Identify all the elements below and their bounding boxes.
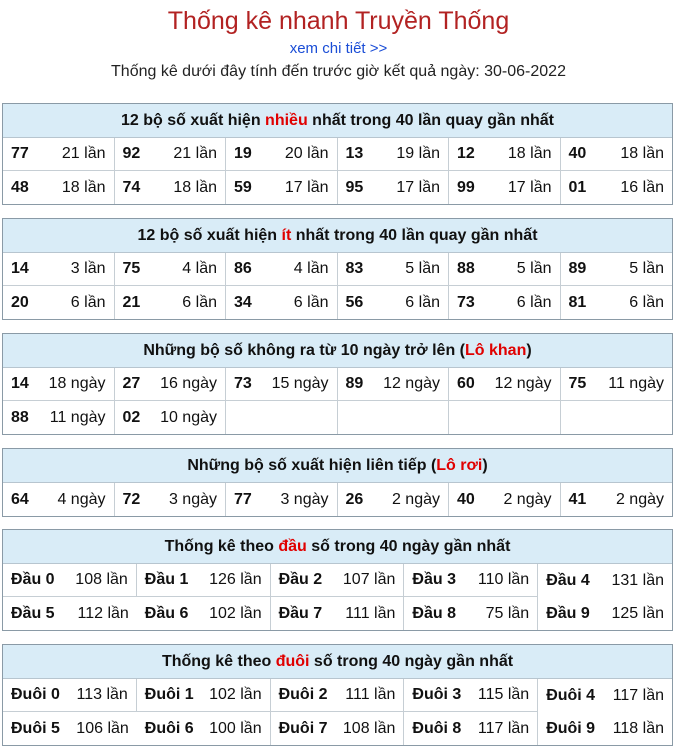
- stat-value: 2 ngày: [503, 490, 552, 508]
- stat-key: 74: [122, 178, 141, 196]
- stat-value: 75 lần: [485, 604, 530, 622]
- stat-value: 110 lần: [477, 571, 530, 588]
- stat-cell: [561, 253, 673, 286]
- stat-key: Đầu 9: [546, 604, 590, 622]
- stats-section: [2, 644, 673, 746]
- stat-value: 2 ngày: [391, 490, 440, 508]
- section-title-highlight: Lô rơi: [436, 457, 483, 474]
- stat-cell: [449, 253, 561, 286]
- stat-cell: [226, 401, 338, 434]
- stat-value: 112 lần: [77, 604, 129, 622]
- stat-key: 14: [11, 375, 29, 392]
- stats-section: [2, 448, 673, 517]
- stat-key: 88: [457, 260, 475, 277]
- stat-key: 89: [568, 260, 587, 277]
- stat-key: 40: [568, 145, 587, 162]
- stat-value: 21 lần: [61, 145, 106, 162]
- stat-key: 99: [457, 178, 475, 196]
- stats-grid: [3, 253, 672, 319]
- stat-cell: [115, 401, 227, 434]
- stat-cell: [3, 138, 115, 171]
- stat-key: 40: [457, 490, 475, 508]
- stat-key: Đuôi 8: [412, 719, 462, 737]
- section-title: [3, 449, 672, 483]
- stat-value: 6 lần: [70, 293, 106, 311]
- stat-value: 5 lần: [516, 260, 552, 277]
- stats-grid: [3, 564, 672, 630]
- stat-value: 3 ngày: [168, 490, 217, 508]
- section-title-text: nhất trong 40 lần quay gần nhất: [291, 227, 538, 244]
- stat-value: 111 lần: [345, 686, 396, 703]
- stat-key: 89: [345, 375, 364, 392]
- stat-value: 18 lần: [620, 145, 664, 162]
- stats-grid: [3, 368, 672, 434]
- stat-cell: [115, 483, 227, 516]
- section-title: [3, 334, 672, 368]
- stat-cell: [3, 564, 137, 597]
- stat-value: 16 lần: [620, 178, 664, 196]
- stat-cell: [226, 253, 338, 286]
- stat-cell: [561, 401, 673, 434]
- stat-key: 77: [234, 490, 252, 508]
- stat-cell: [538, 597, 672, 630]
- stat-key: 60: [457, 375, 475, 392]
- stat-value: 17 lần: [507, 178, 552, 196]
- section-title-text: ): [526, 342, 532, 359]
- section-title-text: Những bộ số không ra từ 10 ngày trở lên (: [143, 342, 465, 359]
- stat-cell: [226, 286, 338, 319]
- stat-cell: [538, 712, 672, 745]
- section-title-highlight: đầu: [278, 538, 307, 555]
- stat-key: Đầu 4: [546, 571, 590, 589]
- stat-value: 18 lần: [173, 178, 217, 196]
- stat-value: 118 lần: [612, 719, 664, 737]
- stat-key: 73: [234, 375, 252, 392]
- stat-cell: [404, 712, 538, 745]
- stat-key: 01: [568, 178, 587, 196]
- stat-key: Đầu 0: [11, 571, 55, 588]
- stat-cell: [271, 564, 405, 597]
- stat-key: 48: [11, 178, 29, 196]
- section-title: [3, 645, 672, 679]
- stat-value: 107 lần: [342, 571, 396, 588]
- stat-value: 18 lần: [61, 178, 106, 196]
- stat-value: 16 ngày: [160, 375, 217, 392]
- stat-cell: [3, 712, 137, 745]
- stat-cell: [338, 368, 450, 401]
- stat-value: 131 lần: [611, 571, 664, 589]
- stat-value: 10 ngày: [160, 408, 217, 426]
- stat-cell: [226, 368, 338, 401]
- stats-section: [2, 333, 673, 435]
- stat-cell: [561, 286, 673, 319]
- stat-value: 18 lần: [507, 145, 552, 162]
- stat-key: Đầu 6: [144, 604, 189, 622]
- stat-key: 20: [11, 293, 29, 311]
- stat-cell: [338, 401, 450, 434]
- stat-key: Đuôi 1: [144, 686, 194, 703]
- stat-key: Đuôi 7: [278, 719, 328, 737]
- stat-value: 6 lần: [405, 293, 440, 311]
- stat-cell: [449, 368, 561, 401]
- stat-cell: [271, 712, 405, 745]
- stat-value: 12 ngày: [494, 375, 552, 392]
- stat-cell: [271, 679, 405, 712]
- stat-value: 2 ngày: [615, 490, 664, 508]
- stat-cell: [3, 171, 115, 204]
- stat-value: 17 lần: [396, 178, 440, 196]
- stats-grid: [3, 138, 672, 204]
- stat-cell: [137, 679, 271, 712]
- page-title: Thống kê nhanh Truyền Thống: [167, 7, 510, 35]
- stat-key: Đuôi 6: [144, 719, 194, 737]
- stat-value: 4 ngày: [57, 490, 106, 508]
- stat-value: 6 lần: [293, 293, 329, 311]
- stat-cell: [3, 368, 115, 401]
- stat-cell: [338, 138, 450, 171]
- section-title-text: Những bộ số xuất hiện liên tiếp (: [187, 457, 437, 474]
- stat-key: Đầu 5: [11, 604, 55, 622]
- stat-value: 3 lần: [70, 260, 106, 277]
- stat-cell: [3, 401, 115, 434]
- stat-cell: [3, 679, 137, 712]
- stat-cell: [137, 597, 271, 630]
- stat-cell: [449, 286, 561, 319]
- stat-cell: [538, 679, 672, 712]
- stat-key: 12: [457, 145, 475, 162]
- stat-cell: [115, 286, 227, 319]
- stat-key: 59: [234, 178, 252, 196]
- stat-key: 19: [234, 145, 252, 162]
- stat-cell: [449, 171, 561, 204]
- stat-key: Đầu 3: [412, 571, 456, 588]
- page-header: [0, 0, 677, 82]
- stat-cell: [226, 171, 338, 204]
- stat-value: 15 ngày: [271, 375, 329, 392]
- stat-key: 56: [345, 293, 364, 311]
- stat-value: 21 lần: [173, 145, 217, 162]
- stat-cell: [338, 253, 450, 286]
- stat-value: 108 lần: [342, 719, 396, 737]
- stat-value: 125 lần: [611, 604, 664, 622]
- stat-key: 88: [11, 408, 29, 426]
- stat-value: 106 lần: [76, 719, 129, 737]
- stat-cell: [115, 138, 227, 171]
- stat-value: 12 ngày: [383, 375, 440, 392]
- section-title-text: số trong 40 ngày gần nhất: [306, 538, 511, 555]
- stat-cell: [404, 679, 538, 712]
- stat-cell: [226, 138, 338, 171]
- stat-cell: [561, 368, 673, 401]
- section-title-highlight: đuôi: [275, 653, 310, 670]
- stat-key: 02: [122, 408, 141, 426]
- stat-key: 41: [568, 490, 587, 508]
- stat-key: Đuôi 5: [11, 719, 60, 737]
- stat-key: 13: [345, 145, 364, 162]
- stats-section: [2, 103, 673, 205]
- stat-value: 117 lần: [612, 686, 664, 704]
- stat-value: 115 lần: [477, 686, 530, 703]
- stat-value: 111 lần: [345, 604, 396, 622]
- stat-key: 64: [11, 490, 29, 508]
- section-title: [3, 219, 672, 253]
- stat-value: 102 lần: [209, 686, 262, 703]
- stat-cell: [115, 253, 227, 286]
- stat-cell: [137, 564, 271, 597]
- stat-cell: [271, 597, 405, 630]
- section-title-text: số trong 40 ngày gần nhất: [309, 653, 514, 670]
- stat-cell: [115, 171, 227, 204]
- stat-key: 34: [234, 293, 252, 311]
- section-title-highlight: ít: [281, 227, 292, 244]
- stat-value: 102 lần: [209, 604, 262, 622]
- section-title-text: nhất trong 40 lần quay gần nhất: [307, 112, 554, 129]
- stat-key: 86: [234, 260, 252, 277]
- stat-key: Đuôi 3: [412, 686, 462, 703]
- section-title-text: 12 bộ số xuất hiện: [137, 227, 282, 244]
- stat-cell: [338, 286, 450, 319]
- stat-cell: [338, 483, 450, 516]
- stat-key: Đuôi 2: [278, 686, 328, 703]
- stat-key: 95: [345, 178, 364, 196]
- stat-key: 21: [122, 293, 141, 311]
- stat-key: Đầu 1: [144, 571, 189, 588]
- stat-cell: [561, 138, 673, 171]
- stat-value: 126 lần: [209, 571, 262, 588]
- stat-value: 19 lần: [396, 145, 440, 162]
- stat-cell: [449, 483, 561, 516]
- section-title-text: Thống kê theo: [164, 538, 279, 555]
- stat-key: Đầu 2: [278, 571, 323, 588]
- stat-key: 77: [11, 145, 29, 162]
- stat-key: Đuôi 4: [546, 686, 596, 704]
- stat-key: 75: [122, 260, 141, 277]
- stat-value: 11 ngày: [608, 375, 664, 392]
- stat-value: 108 lần: [75, 571, 128, 588]
- stat-key: 26: [345, 490, 364, 508]
- section-title-text: Thống kê theo: [161, 653, 276, 670]
- stat-value: 4 lần: [293, 260, 329, 277]
- stat-value: 113 lần: [76, 686, 128, 703]
- stat-value: 18 ngày: [48, 375, 106, 392]
- stat-key: Đuôi 0: [11, 686, 60, 703]
- stat-value: 100 lần: [209, 719, 262, 737]
- stat-cell: [3, 483, 115, 516]
- stat-cell: [3, 597, 137, 630]
- section-title: [3, 104, 672, 138]
- section-title-highlight: nhiều: [265, 112, 308, 129]
- stat-key: 75: [568, 375, 587, 392]
- section-title: [3, 530, 672, 564]
- section-title-text: 12 bộ số xuất hiện: [121, 112, 266, 129]
- stat-cell: [137, 712, 271, 745]
- section-title-highlight: Lô khan: [465, 342, 527, 359]
- stat-cell: [449, 401, 561, 434]
- stat-key: 81: [568, 293, 587, 311]
- stat-key: 72: [122, 490, 141, 508]
- stat-key: Đầu 8: [412, 604, 456, 622]
- stat-value: 20 lần: [284, 145, 329, 162]
- stat-cell: [115, 368, 227, 401]
- stats-grid: [3, 483, 672, 516]
- stat-cell: [3, 253, 115, 286]
- stat-value: 117 lần: [477, 719, 530, 737]
- stat-value: 6 lần: [629, 293, 664, 311]
- stats-section: [2, 218, 673, 320]
- stat-value: 4 lần: [182, 260, 217, 277]
- stat-cell: [561, 171, 673, 204]
- stat-key: Đuôi 9: [546, 719, 596, 737]
- stat-cell: [561, 483, 673, 516]
- stat-key: 73: [457, 293, 475, 311]
- stat-cell: [449, 138, 561, 171]
- page-subtitle: Thống kê dưới đây tính đến trước giờ kết quả ngày: 30-06-2022: [111, 63, 566, 80]
- stat-cell: [226, 483, 338, 516]
- stat-cell: [404, 564, 538, 597]
- stat-value: 6 lần: [182, 293, 217, 311]
- stat-value: 3 ngày: [280, 490, 329, 508]
- stat-key: 27: [122, 375, 141, 392]
- stat-key: 83: [345, 260, 364, 277]
- stat-key: 92: [122, 145, 141, 162]
- stat-value: 11 ngày: [49, 408, 106, 426]
- stat-value: 17 lần: [284, 178, 329, 196]
- stat-value: 5 lần: [629, 260, 664, 277]
- view-details-link[interactable]: xem chi tiết >>: [289, 40, 388, 57]
- stat-cell: [404, 597, 538, 630]
- section-title-text: ): [482, 457, 488, 474]
- stat-cell: [338, 171, 450, 204]
- stat-value: 6 lần: [516, 293, 552, 311]
- stat-key: 14: [11, 260, 29, 277]
- stat-value: 5 lần: [405, 260, 440, 277]
- stat-key: Đầu 7: [278, 604, 323, 622]
- stats-section: [2, 529, 673, 631]
- stats-grid: [3, 679, 672, 745]
- stat-cell: [3, 286, 115, 319]
- stat-cell: [538, 564, 672, 597]
